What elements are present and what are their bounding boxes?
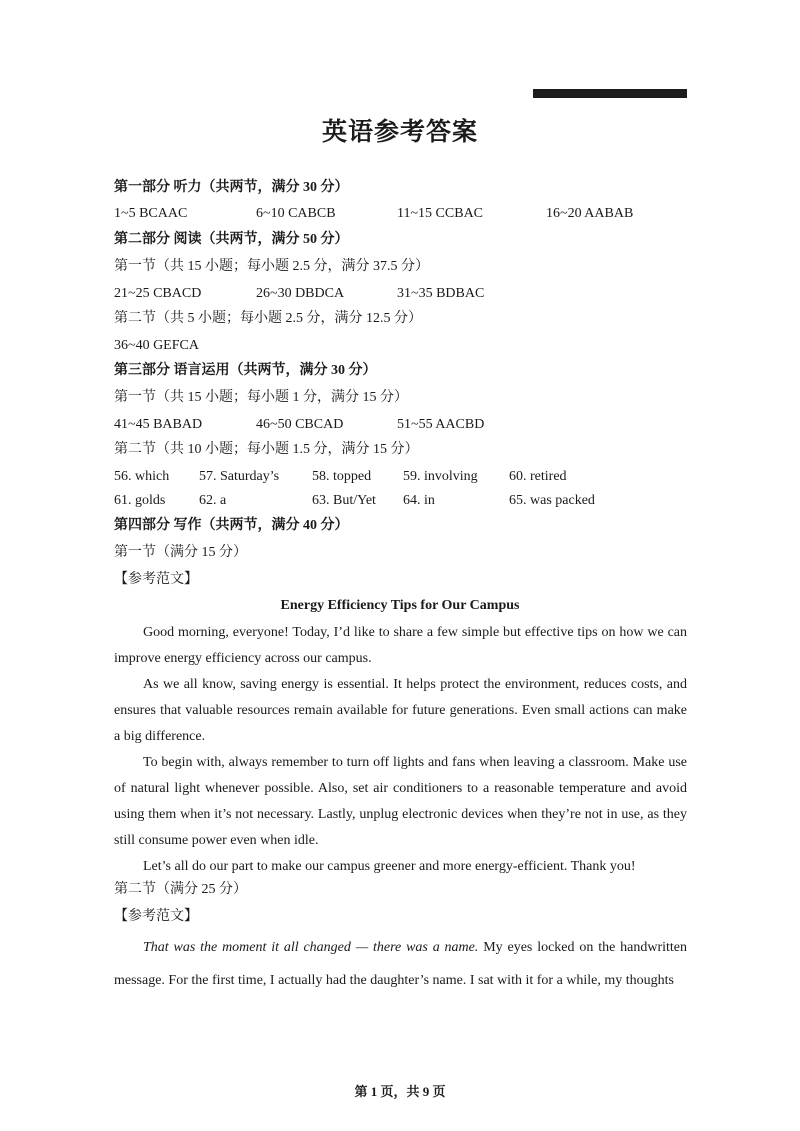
story-paragraph [114, 931, 687, 997]
part2-sec2-heading: 第二节（共 5 小题；每小题 2.5 分，满分 12.5 分） [114, 311, 422, 326]
answer-group: 16~20 AABAB [546, 206, 634, 221]
header-bar [533, 89, 687, 98]
part3-heading: 第三部分 语言运用（共两节，满分 30 分） [114, 363, 377, 378]
story-text: My eyes locked on the handwritten message. For the first time, I actually had the daughter’s name. I sat with it for a while, my thoughts [114, 940, 687, 988]
essay-paragraph: Good morning, everyone! Today, I’d like to share a few simple but effective tips on how we can improve energy efficiency across our campus. [114, 625, 687, 666]
answer-group: 51~55 AACBD [397, 417, 485, 432]
part3-sec1-heading: 第一节（共 15 小题；每小题 1 分，满分 15 分） [114, 390, 408, 405]
essay-body [114, 620, 687, 880]
answer-group: 21~25 CBACD [114, 286, 202, 301]
essay-title: Energy Efficiency Tips for Our Campus [280, 598, 520, 613]
answer-item: 63. But/Yet [312, 493, 376, 508]
answer-item: 65. was packed [509, 493, 595, 508]
answer-item: 59. involving [403, 469, 478, 484]
sample-label: 【参考范文】 [114, 572, 198, 587]
story-italic: That was the moment it all changed — there was a name. [143, 940, 479, 955]
part3-sec2-heading: 第二节（共 10 小题；每小题 1.5 分，满分 15 分） [114, 442, 419, 457]
answer-group: 31~35 BDBAC [397, 286, 485, 301]
answer-item: 56. which [114, 469, 170, 484]
answer-group: 41~45 BABAD [114, 417, 203, 432]
part4-heading: 第四部分 写作（共两节，满分 40 分） [114, 518, 349, 533]
answer-group: 6~10 CABCB [256, 206, 336, 221]
answer-item: 64. in [403, 493, 435, 508]
answer-group: 26~30 DBDCA [256, 286, 345, 301]
part1-heading: 第一部分 听力（共两节，满分 30 分） [114, 180, 349, 195]
part4-sec1-heading: 第一节（满分 15 分） [114, 545, 247, 560]
page-footer: 第 1 页，共 9 页 [354, 1084, 446, 1099]
answer-group: 46~50 CBCAD [256, 417, 344, 432]
story-body [114, 931, 687, 997]
answer-item: 62. a [199, 493, 227, 508]
answer-item: 60. retired [509, 469, 567, 484]
answer-item: 58. topped [312, 469, 372, 484]
part2-heading: 第二部分 阅读（共两节，满分 50 分） [114, 232, 349, 247]
page-title: 英语参考答案 [321, 119, 478, 146]
answer-group: 1~5 BCAAC [114, 206, 188, 221]
essay-paragraph: As we all know, saving energy is essential. It helps protect the environment, reduces costs, and ensures that valuable resources remain available for future generations. Even small actions can make a big difference. [114, 677, 687, 744]
answer-group: 36~40 GEFCA [114, 338, 199, 353]
sample-label-2: 【参考范文】 [114, 909, 198, 924]
essay-paragraph: Let’s all do our part to make our campus greener and more energy-efficient. Thank you! [143, 859, 636, 874]
essay-paragraph: To begin with, always remember to turn off lights and fans when leaving a classroom. Make use of natural light whenever possible. Also, set air conditioners to a reasonable temperature and avoid using them when it’s not necessary. Lastly, unplug electronic devices when they’re not in use, as they still consume power even when idle. [114, 755, 687, 848]
part2-sec1-heading: 第一节（共 15 小题；每小题 2.5 分，满分 37.5 分） [114, 259, 429, 274]
answer-group: 11~15 CCBAC [397, 206, 484, 221]
answer-item: 61. golds [114, 493, 166, 508]
answer-item: 57. Saturday’s [199, 469, 280, 484]
part4-sec2-heading: 第二节（满分 25 分） [114, 882, 247, 897]
